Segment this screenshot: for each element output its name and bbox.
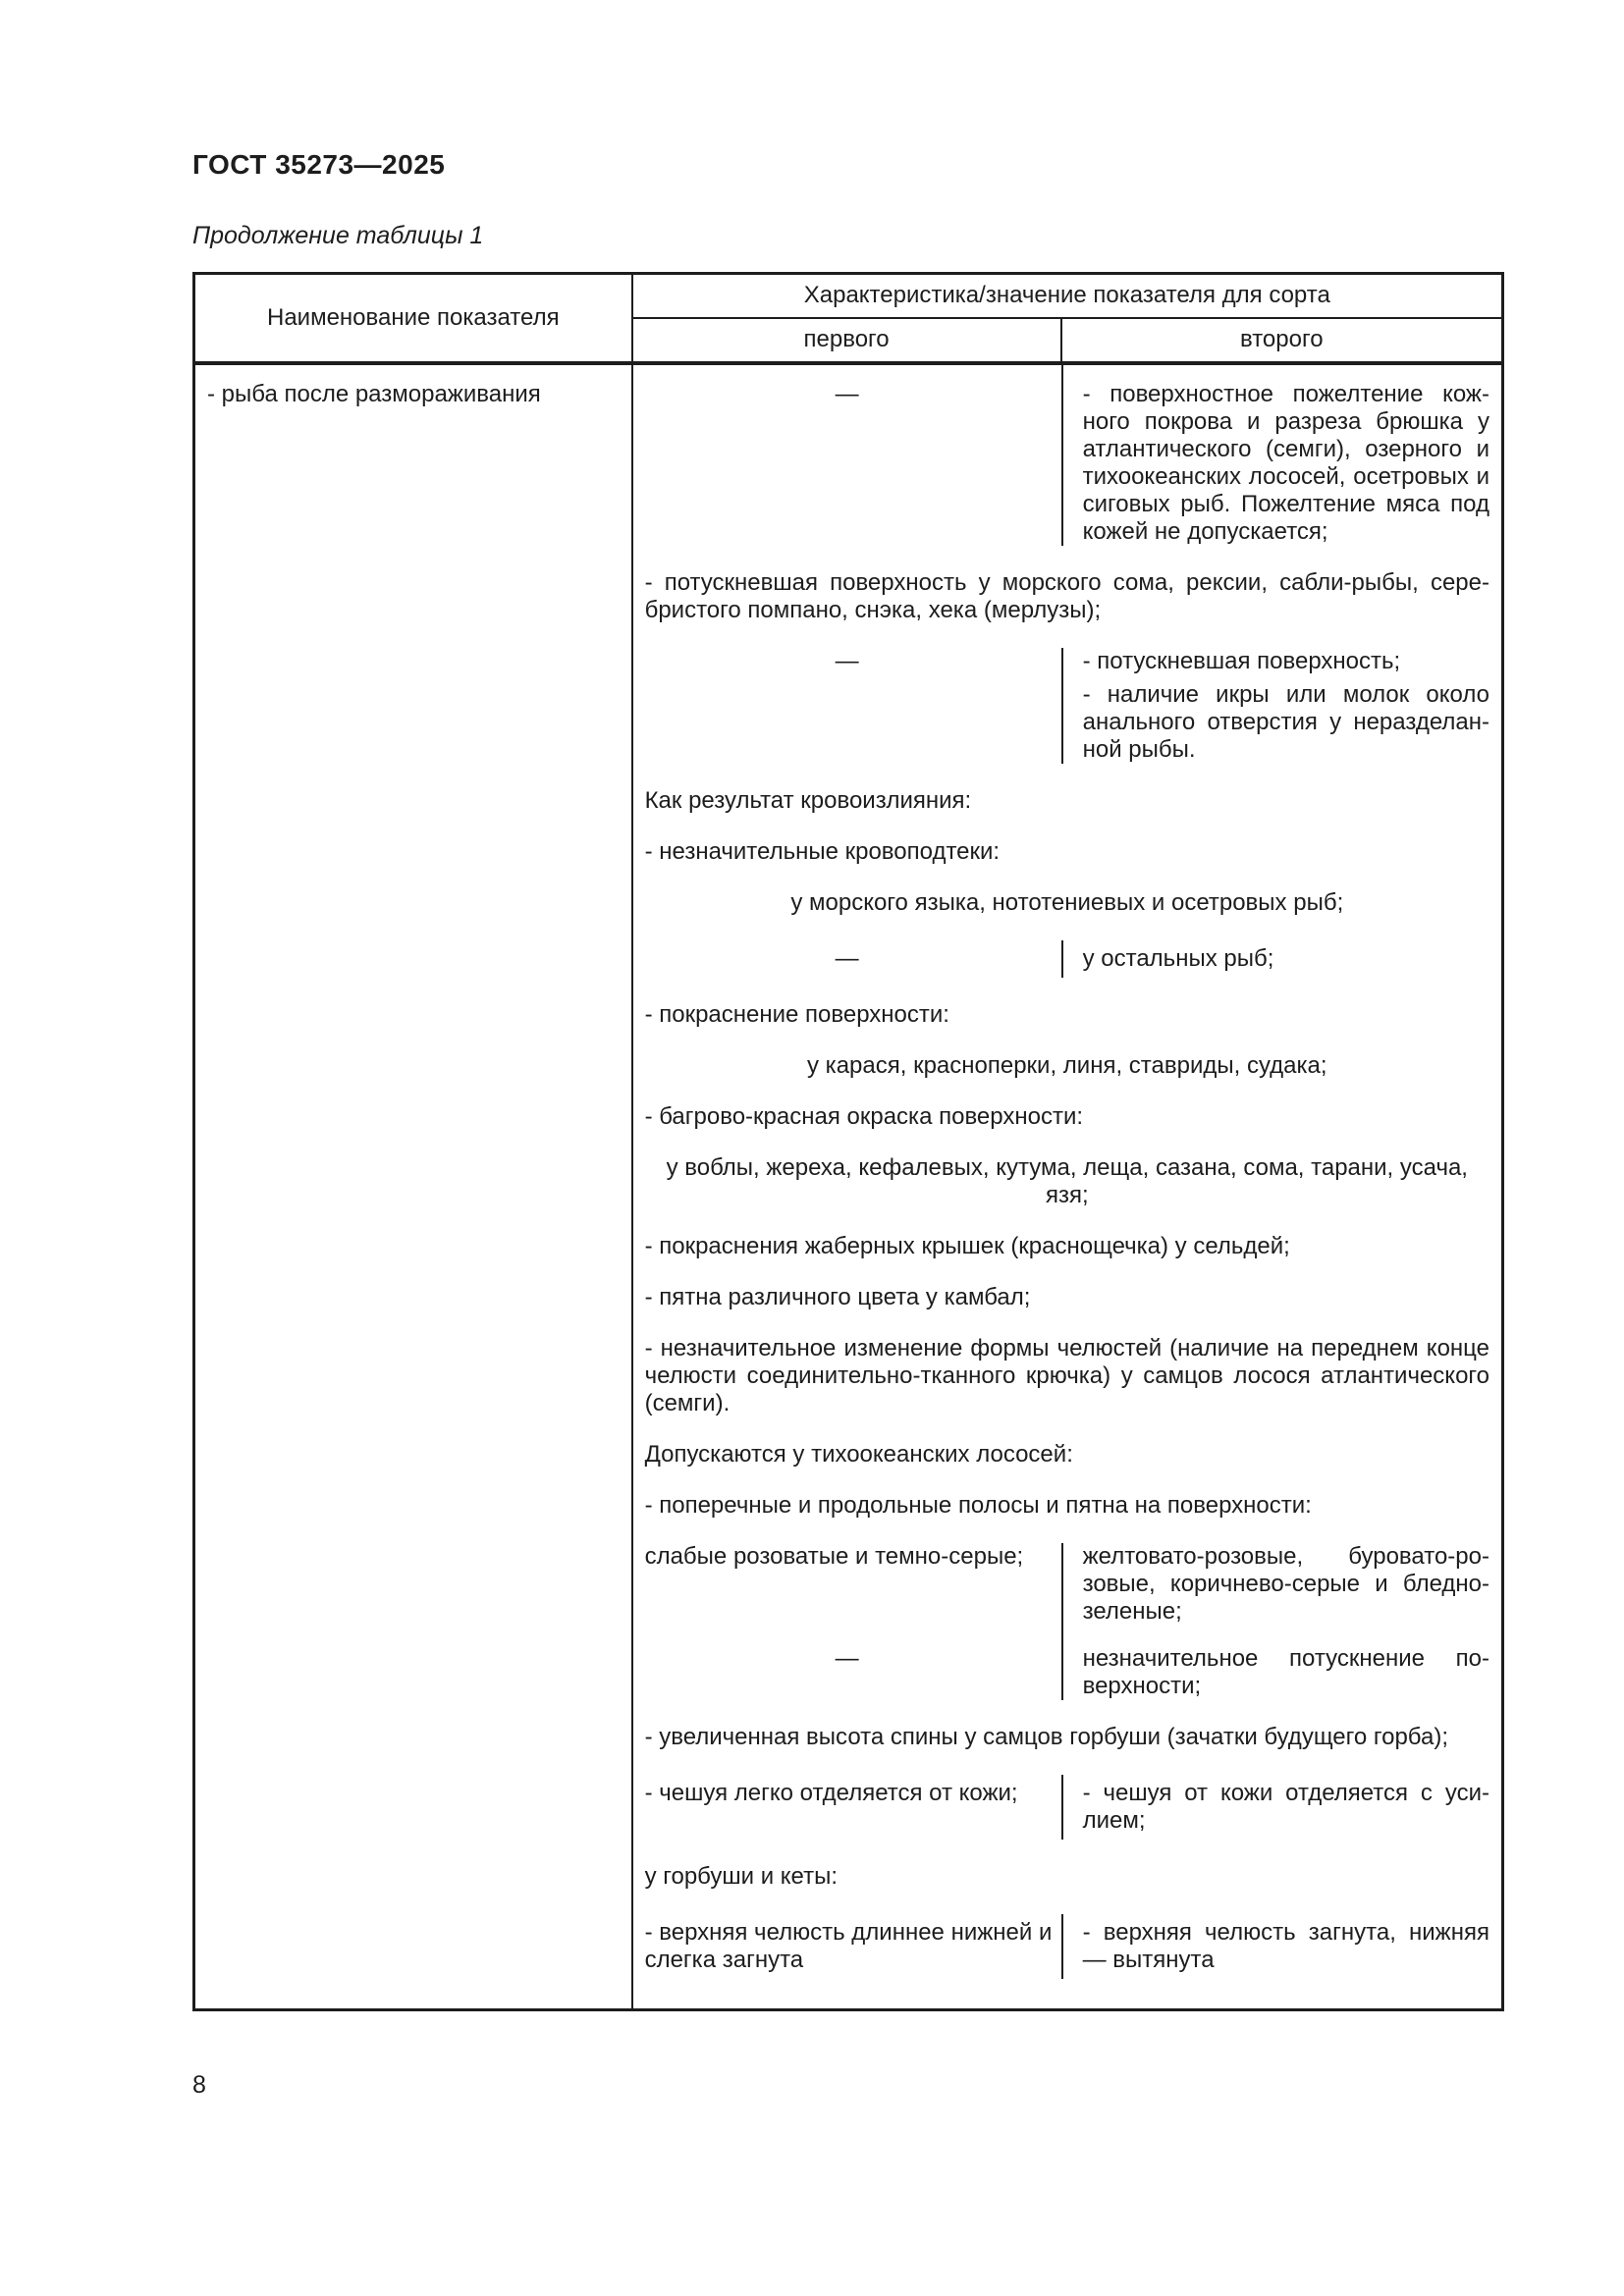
grade1-cell: слабые розоватые и темно-серые;	[644, 1542, 1024, 1570]
grade1-cell: - верхняя челюсть длиннее нижней и слегка загнута	[644, 1918, 1053, 1973]
grade2-cell: у остальных рыб;	[1061, 940, 1501, 978]
header-grade-first-label: первого	[632, 318, 1061, 363]
char-line: - поперечные и продольные полосы и пятна на поверхности:	[644, 1491, 1312, 1519]
char-line: Как результат кровоизлияния:	[644, 786, 972, 814]
char-line: - незначительное изменение формы челюстей (наличие на переднем конце челюсти соединительно-тканного крючка) у самцов лосося атлантического (семги).	[644, 1334, 1489, 1416]
characteristics-cell	[632, 363, 1503, 2010]
grade1-cell: - чешуя легко отделяется от кожи;	[644, 1779, 1018, 1806]
char-line: - незначительные кровоподтеки:	[644, 837, 1001, 865]
char-line: у горбуши и кеты:	[644, 1862, 839, 1890]
char-line: у карася, красноперки, линя, ставриды, судака;	[807, 1051, 1327, 1079]
grade2-cell: - чешуя от кожи отделяется с усилием;	[1061, 1775, 1501, 1840]
page-number: 8	[192, 2071, 206, 2099]
char-line: - багрово-красная окраска поверхности:	[644, 1102, 1084, 1130]
char-line: у воблы, жереха, кефалевых, кутума, леща, сазана, сома, тарани, усача, язя;	[666, 1153, 1468, 1208]
char-line: Допускаются у тихоокеанских лососей:	[644, 1440, 1073, 1468]
indicator-cell	[194, 363, 632, 2010]
char-block	[633, 365, 1501, 546]
table-continuation-caption: Продолжение таблицы 1	[192, 222, 484, 249]
char-block	[633, 1543, 1501, 1700]
char-block	[633, 940, 1501, 978]
grade2-cell: - поверхностное пожелтение кожного покрова и разреза брюшка у атлантического (семги), озерного и тихоокеанских лососей, осетровых и сиговых рыб. Пожелтение мяса под кожей не допускается;	[1061, 365, 1501, 546]
grade1-dash: —	[835, 944, 859, 972]
char-block	[633, 648, 1501, 764]
header-grade-second-label: второго	[1061, 318, 1503, 363]
char-line: у морского языка, нототениевых и осетровых рыб;	[790, 888, 1344, 916]
indicator-text: - рыба после размораживания	[207, 380, 541, 407]
grade2-line: - наличие икры или молок около анального отверстия у неразделанной рыбы.	[1082, 680, 1489, 763]
grade1-dash: —	[835, 1644, 859, 1672]
header-indicator-label: Наименование показателя	[194, 274, 632, 363]
char-line: - покраснения жаберных крышек (краснощечка) у сельдей;	[644, 1232, 1290, 1259]
header-characteristic-label: Характеристика/значение показателя для сорта	[632, 274, 1503, 318]
grade2-cell: незначительное потускнение поверхности;	[1061, 1626, 1501, 1700]
char-block	[633, 1914, 1501, 1979]
table-row	[194, 363, 1503, 2010]
document-code: ГОСТ 35273—2025	[192, 149, 446, 180]
table-header	[194, 274, 1503, 363]
grade1-dash: —	[835, 647, 859, 674]
char-block	[633, 1775, 1501, 1840]
quality-table	[192, 272, 1504, 2011]
char-line: - покраснение поверхности:	[644, 1000, 949, 1028]
char-line: - потускневшая поверхность у морского сома, рексии, сабли-рыбы, серебристого помпано, снэка, хека (мерлузы);	[644, 568, 1489, 623]
char-line: - увеличенная высота спины у самцов горбуши (зачатки будущего горба);	[644, 1723, 1449, 1750]
grade2-cell: желтовато-розовые, буровато-розовые, коричнево-серые и бледно-зеленые;	[1061, 1543, 1501, 1626]
grade2-cell	[1061, 648, 1501, 764]
grade2-line: - потускневшая поверхность;	[1082, 647, 1401, 674]
grade1-dash: —	[835, 380, 859, 407]
char-line: - пятна различного цвета у камбал;	[644, 1283, 1031, 1310]
grade2-cell: - верхняя челюсть загнута, нижняя — вытянута	[1061, 1914, 1501, 1979]
